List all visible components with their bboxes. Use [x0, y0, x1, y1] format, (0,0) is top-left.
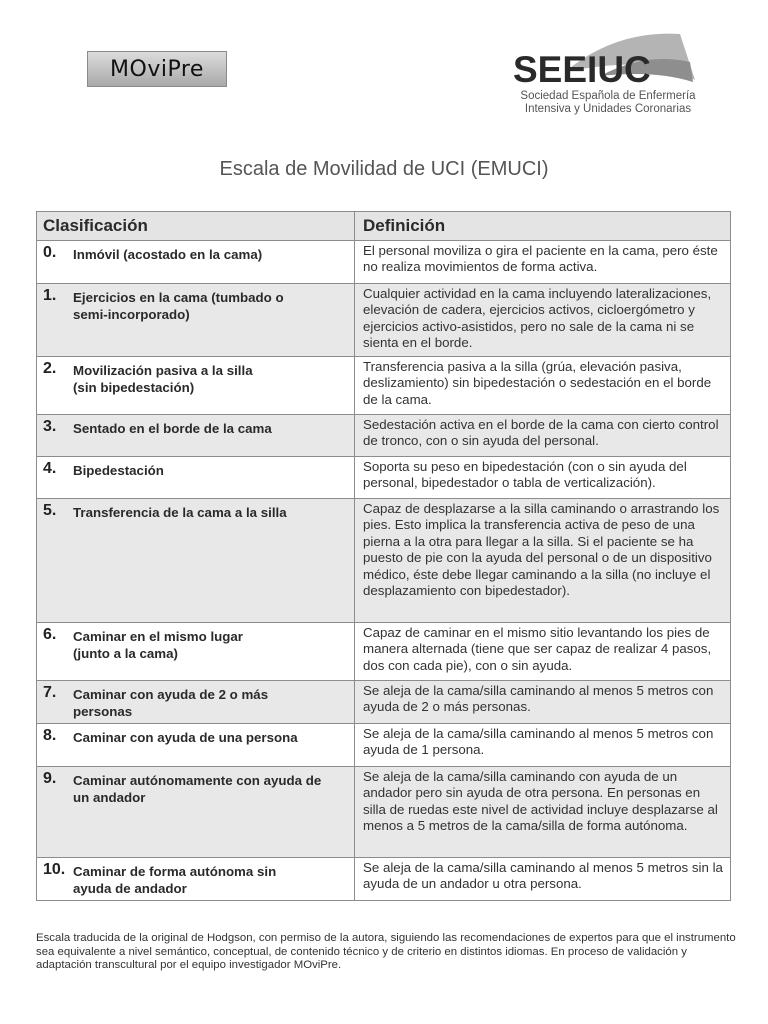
- level-label: Caminar con ayuda de una persona: [73, 730, 298, 745]
- table-row: [37, 498, 730, 622]
- movipre-logo: [87, 51, 227, 87]
- seeiuc-subtitle-line1: Sociedad Española de Enfermería: [520, 90, 696, 102]
- seeiuc-subtitle: [508, 90, 708, 116]
- table-row: [37, 766, 730, 857]
- level-number: 9.: [43, 770, 57, 787]
- level-definition: Se aleja de la cama/silla caminando con ayuda de un andador pero sin ayuda de otra persona. En personas en silla de ruedas este nivel de actividad incluye desplazarse al menos a 5 metros de la cama/silla de forma autónoma.: [363, 769, 718, 834]
- level-number: 3.: [43, 418, 57, 435]
- level-number: 7.: [43, 684, 57, 701]
- seeiuc-logo: [505, 32, 705, 122]
- table-header-row: [37, 212, 730, 240]
- level-definition: Se aleja de la cama/silla caminando al menos 5 metros con ayuda de 2 o más personas.: [363, 683, 714, 715]
- level-number: 8.: [43, 727, 57, 744]
- table-row: [37, 723, 730, 766]
- level-definition: Cualquier actividad en la cama incluyendo lateralizaciones, elevación de cadera, ejercicios activos, cicloergómetro y ejercicios activo-asistidos, pero no sale de la cama ni se sienta en el borde.: [363, 286, 712, 351]
- level-definition: Se aleja de la cama/silla caminando al menos 5 metros sin la ayuda de un andador u otra persona.: [363, 860, 723, 892]
- level-definition: Capaz de desplazarse a la silla caminando o arrastrando los pies. Esto implica la transferencia activa de peso de una pierna a la otra para llegar a la silla. Si el paciente se ha puesto de pie con la ayuda del personal o de un dispositivo médico, éste debe llegar caminando a la silla (no incluye el desplazamiento con bipedestador).: [363, 501, 720, 599]
- level-definition: Transferencia pasiva a la silla (grúa, elevación pasiva, deslizamiento) sin bipedestación o sedestación en el borde de la cama.: [363, 359, 712, 407]
- table-row: [37, 680, 730, 723]
- seeiuc-wordmark: SEEIUC: [513, 49, 651, 90]
- level-label: Bipedestación: [73, 463, 164, 478]
- level-label: Sentado en el borde de la cama: [73, 421, 272, 436]
- table-row: [37, 356, 730, 414]
- level-number: 10.: [43, 861, 66, 878]
- level-number: 6.: [43, 626, 57, 643]
- level-label: Ejercicios en la cama (tumbado o semi-incorporado): [73, 290, 284, 322]
- level-label: Caminar en el mismo lugar (junto a la cama): [73, 629, 243, 661]
- table-row: [37, 283, 730, 356]
- mobility-scale-table: [36, 211, 731, 901]
- level-number: 0.: [43, 244, 57, 261]
- level-number: 2.: [43, 360, 57, 377]
- level-label: Caminar autónomamente con ayuda de un andador: [73, 773, 322, 805]
- level-number: 4.: [43, 460, 57, 477]
- level-definition: El personal moviliza o gira el paciente en la cama, pero éste no realiza movimientos de forma activa.: [363, 243, 718, 275]
- table-row: [37, 456, 730, 498]
- level-number: 1.: [43, 287, 57, 304]
- table-row: [37, 414, 730, 456]
- level-definition: Se aleja de la cama/silla caminando al menos 5 metros con ayuda de 1 persona.: [363, 726, 714, 758]
- level-label: Caminar con ayuda de 2 o más personas: [73, 687, 269, 719]
- level-label: Movilización pasiva a la silla (sin bipedestación): [73, 363, 253, 395]
- table-row: [37, 622, 730, 680]
- page-title: Escala de Movilidad de UCI (EMUCI): [219, 158, 549, 180]
- level-definition: Sedestación activa en el borde de la cama con cierto control de tronco, con o sin ayuda del personal.: [363, 417, 719, 449]
- level-label: Caminar de forma autónoma sin ayuda de andador: [73, 864, 277, 896]
- footer-note: Escala traducida de la original de Hodgson, con permiso de la autora, siguiendo las recomendaciones de expertos para que el instrumento sea equivalente a nivel semántico, conceptual, de contenido técnico y de criterio en distintos idiomas. En proceso de validación y adaptación transcultural por el equipo investigador MOviPre.: [36, 932, 736, 972]
- level-definition: Soporta su peso en bipedestación (con o sin ayuda del personal, bipedestador o tabla de verticalización).: [363, 459, 687, 491]
- movipre-logo-text: MOviPre: [110, 56, 204, 82]
- level-label: Inmóvil (acostado en la cama): [73, 247, 263, 262]
- header-clasificacion: Clasificación: [37, 212, 355, 240]
- level-number: 5.: [43, 502, 57, 519]
- table-row: [37, 857, 730, 900]
- header-definicion: Definición: [363, 216, 446, 235]
- seeiuc-subtitle-line2: Intensiva y Unidades Coronarias: [524, 103, 692, 115]
- level-definition: Capaz de caminar en el mismo sitio levantando los pies de manera alternada (tiene que ser capaz de realizar 4 pasos, dos con cada pie), con o sin ayuda.: [363, 625, 712, 673]
- level-label: Transferencia de la cama a la silla: [73, 505, 287, 520]
- table-row: [37, 240, 730, 283]
